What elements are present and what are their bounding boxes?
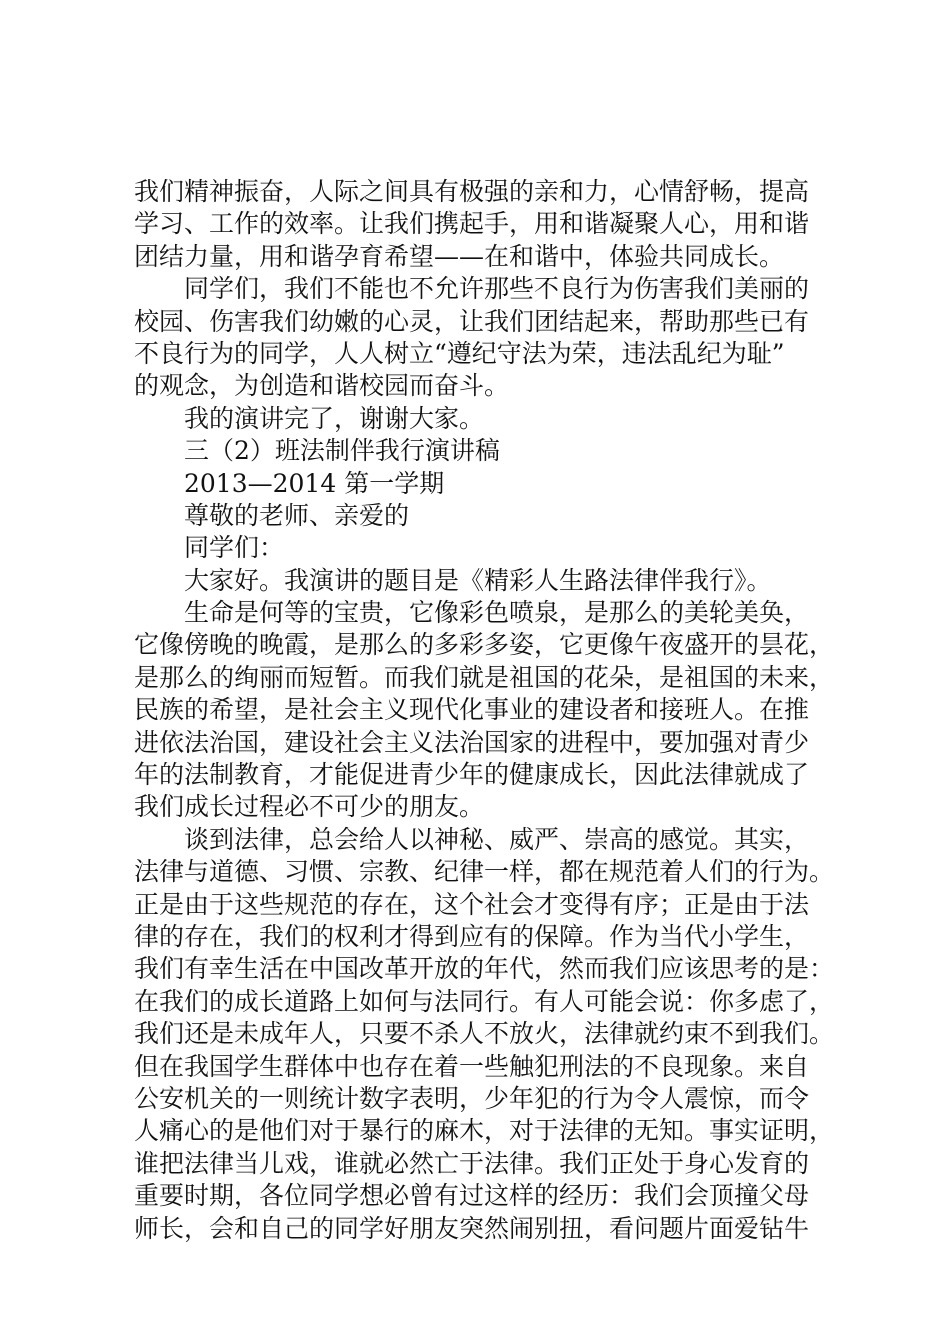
text-line: 不良行为的同学，人人树立“遵纪守法为荣，违法乱纪为耻” bbox=[134, 338, 785, 368]
text-line: 我们有幸生活在中国改革开放的年代，然而我们应该思考的是： bbox=[134, 954, 835, 984]
text-line: 三（2）班法制伴我行演讲稿 bbox=[184, 436, 500, 466]
text-line: 民族的希望，是社会主义现代化事业的建设者和接班人。在推 bbox=[134, 695, 810, 725]
text-line: 我们还是未成年人，只要不杀人不放火，法律就约束不到我们。 bbox=[134, 1019, 835, 1049]
text-line: 师长，会和自己的同学好朋友突然闹别扭，看问题片面爱钻牛 bbox=[134, 1213, 810, 1243]
text-line: 年的法制教育，才能促进青少年的健康成长，因此法律就成了 bbox=[134, 760, 810, 790]
text-line: 团结力量，用和谐孕育希望——在和谐中，体验共同成长。 bbox=[134, 241, 785, 271]
text-line: 进依法治国，建设社会主义法治国家的进程中，要加强对青少 bbox=[134, 727, 810, 757]
text-line: 谁把法律当儿戏，谁就必然亡于法律。我们正处于身心发育的 bbox=[134, 1148, 810, 1178]
text-line: 重要时期，各位同学想必曾有过这样的经历：我们会顶撞父母 bbox=[134, 1181, 810, 1211]
text-line: 我们精神振奋，人际之间具有极强的亲和力，心情舒畅，提高 bbox=[134, 177, 810, 206]
text-line: 律的存在，我们的权利才得到应有的保障。作为当代小学生， bbox=[134, 921, 810, 951]
text-line: 大家好。我演讲的题目是《精彩人生路法律伴我行》。 bbox=[184, 565, 772, 595]
text-line: 同学们： bbox=[184, 533, 285, 563]
text-line: 法律与道德、习惯、宗教、纪律一样，都在规范着人们的行为。 bbox=[134, 857, 835, 887]
text-line: 校园、伤害我们幼嫩的心灵，让我们团结起来，帮助那些已有 bbox=[134, 306, 810, 336]
text-line: 生命是何等的宝贵，它像彩色喷泉，是那么的美轮美奂， bbox=[184, 598, 810, 628]
text-line: 学习、工作的效率。让我们携起手，用和谐凝聚人心，用和谐 bbox=[134, 209, 810, 239]
text-line: 谈到法律，总会给人以神秘、威严、崇高的感觉。其实， bbox=[184, 824, 810, 854]
text-line: 是那么的绚丽而短暂。而我们就是祖国的花朵，是祖国的未来， bbox=[134, 662, 835, 692]
text-line: 人痛心的是他们对于暴行的麻木，对于法律的无知。事实证明， bbox=[134, 1116, 835, 1146]
text-line: 正是由于这些规范的存在，这个社会才变得有序；正是由于法 bbox=[134, 889, 810, 919]
text-line: 我们成长过程必不可少的朋友。 bbox=[134, 792, 485, 822]
document-body bbox=[134, 176, 834, 1245]
text-line: 的观念，为创造和谐校园而奋斗。 bbox=[134, 371, 510, 401]
text-line: 公安机关的一则统计数字表明，少年犯的行为令人震惊，而令 bbox=[134, 1083, 810, 1113]
text-line: 同学们，我们不能也不允许那些不良行为伤害我们美丽的 bbox=[184, 274, 810, 304]
text-line: 2013—2014 第一学期 bbox=[184, 468, 445, 498]
text-line: 但在我国学生群体中也存在着一些触犯刑法的不良现象。来自 bbox=[134, 1051, 810, 1081]
text-line: 尊敬的老师、亲爱的 bbox=[184, 500, 410, 530]
text-line: 我的演讲完了，谢谢大家。 bbox=[184, 403, 485, 433]
text-line: 它像傍晚的晚霞，是那么的多彩多姿，它更像午夜盛开的昙花， bbox=[134, 630, 835, 660]
text-line: 在我们的成长道路上如何与法同行。有人可能会说：你多虑了， bbox=[134, 986, 835, 1016]
